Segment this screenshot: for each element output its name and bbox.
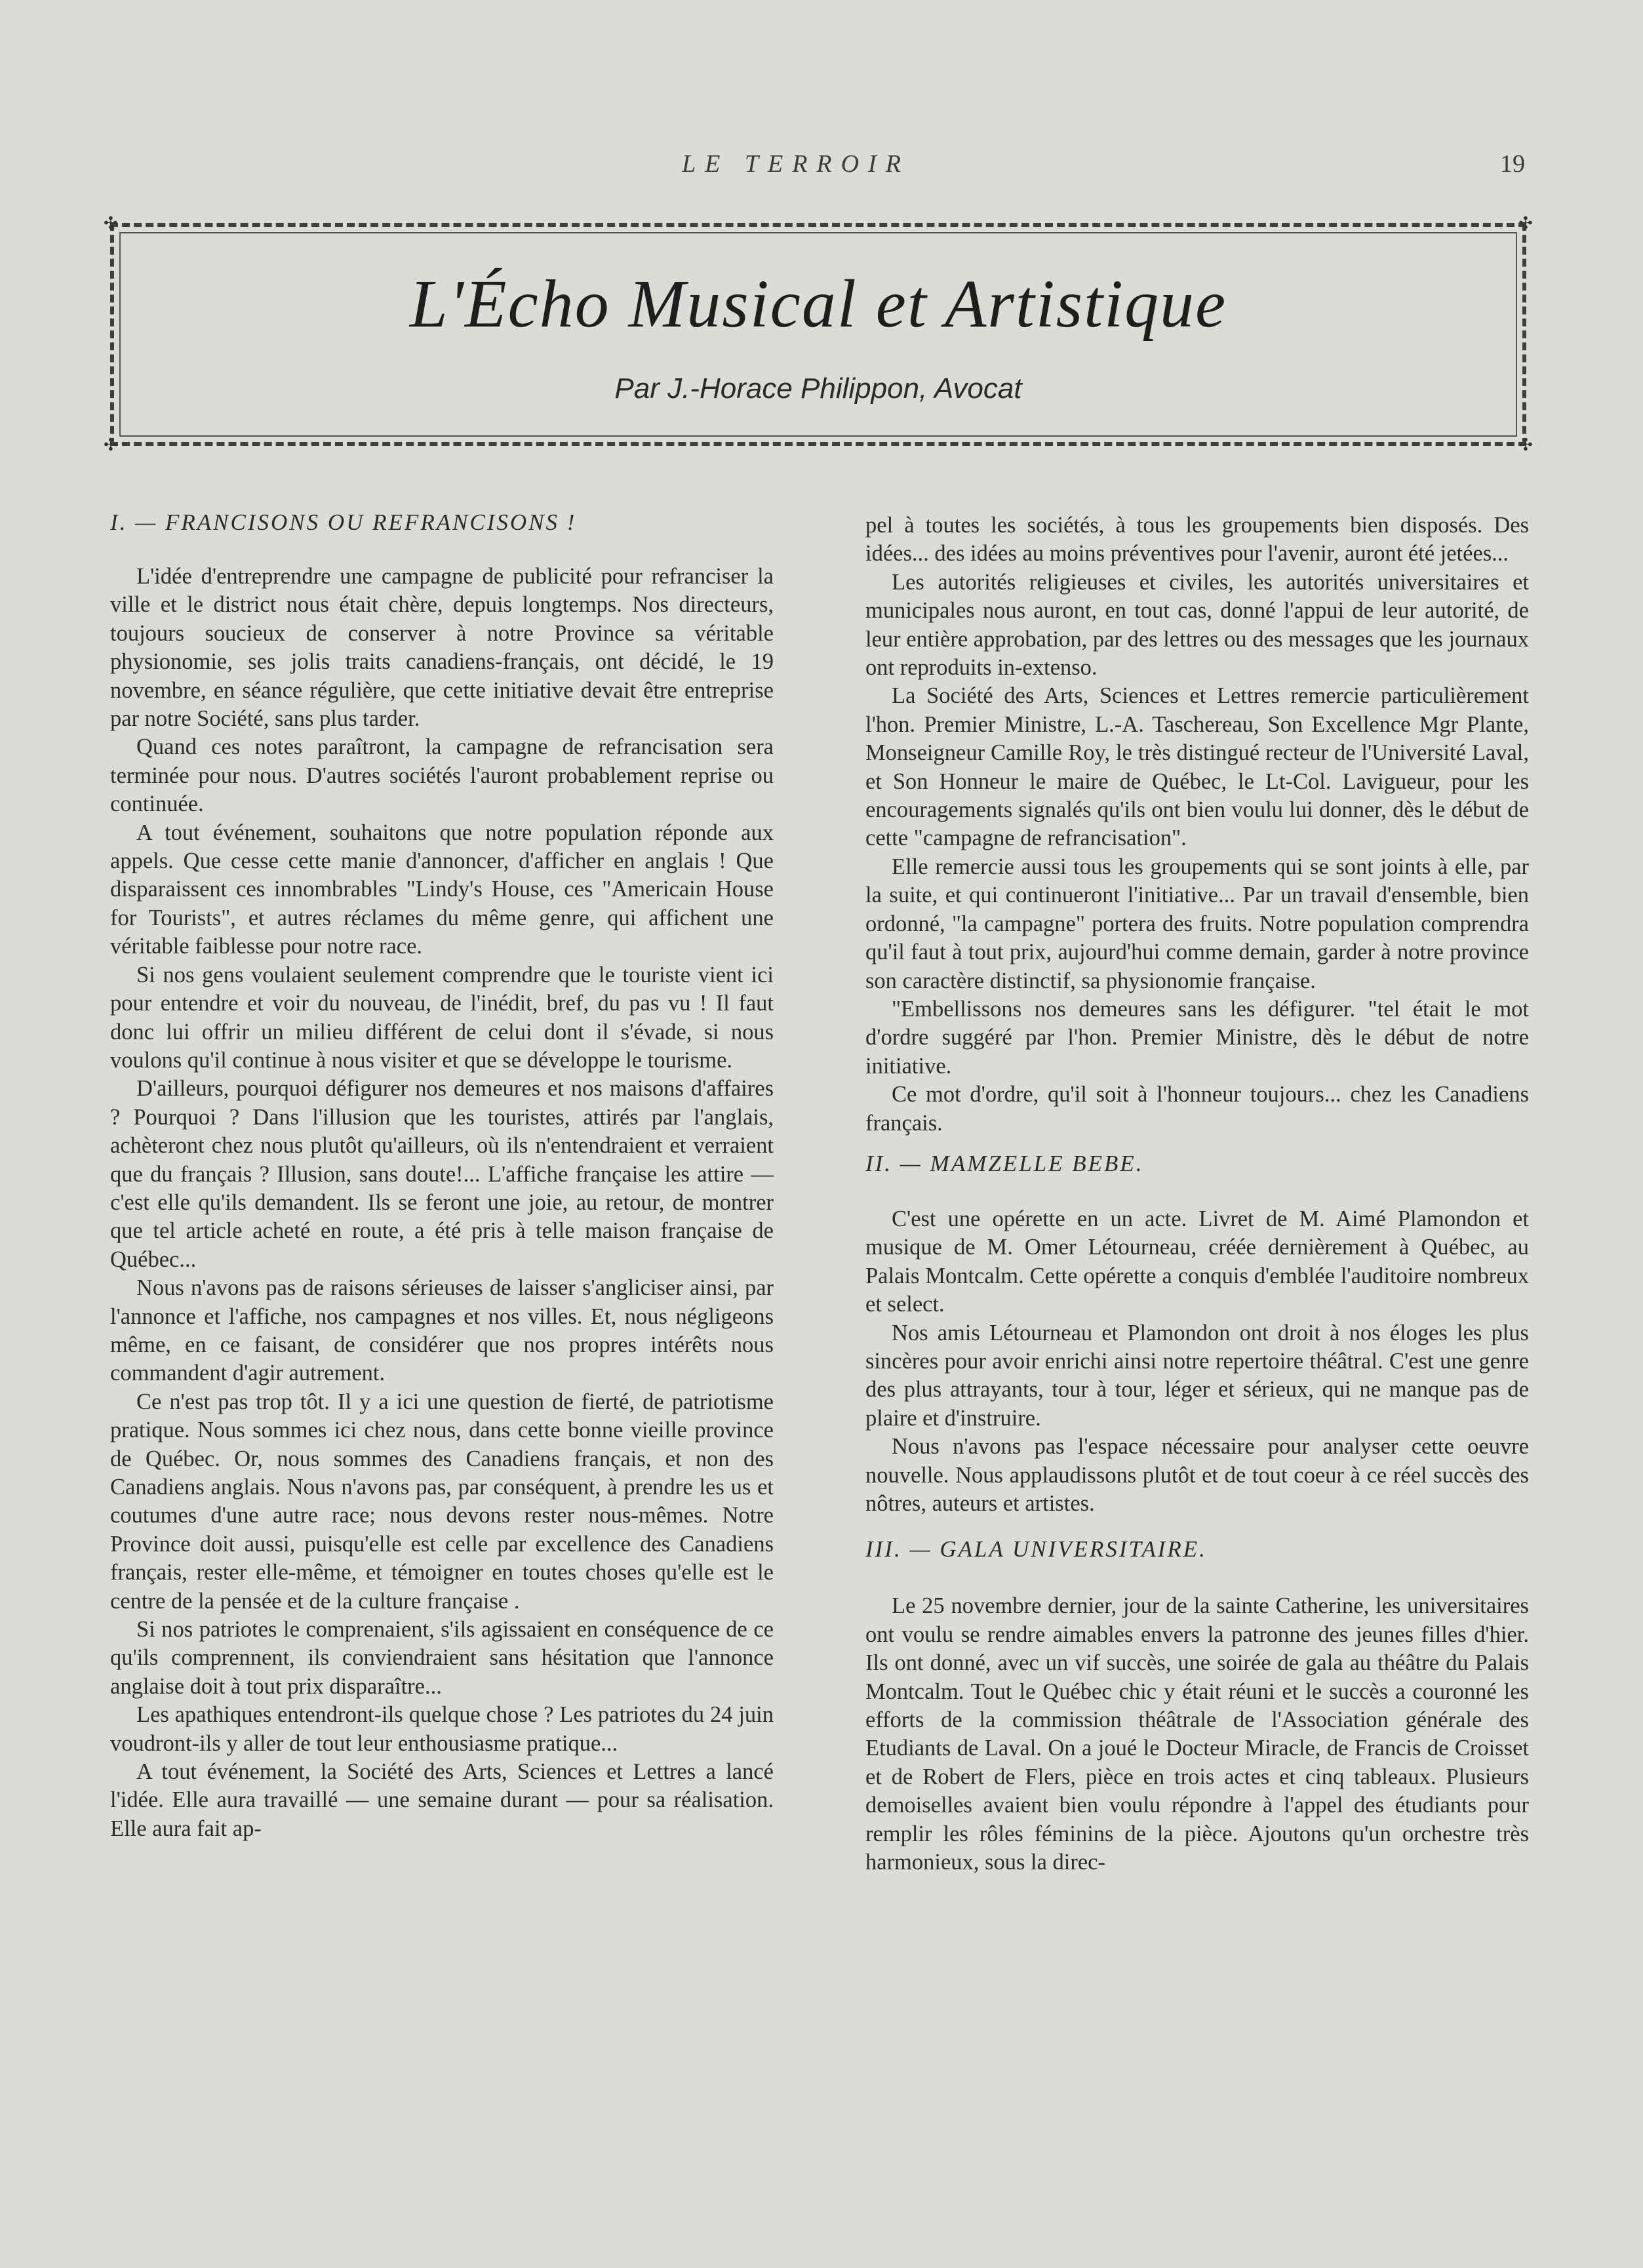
paragraph: Si nos gens voulaient seulement comprendre que le touriste vient ici pour entendre et voir du nouveau, de l'inédit, bref, du pas vu ! Il faut donc lui offrir un milieu différent de celui dont il s'évade, si nous voulons qu'il continue à nous visiter et que se développe le tourisme. — [110, 962, 774, 1073]
title-frame — [104, 214, 1533, 454]
paragraph: Si nos patriotes le comprenaient, s'ils agissaient en conséquence de ce qu'ils comprennent, ils conviendraient sans hésitation que l'annonce anglaise doit à tout prix disparaître... — [110, 1617, 774, 1699]
page-number: 19 — [1500, 150, 1525, 178]
paragraph: A tout événement, souhaitons que notre population réponde aux appels. Que cesse cette manie d'annoncer, d'afficher en anglais ! Que disparaissent ces innombrables "Lindy's House, ces "Americain House for Tourists", et autres réclames du même genre, qui affichent une véritable faiblesse pour notre race. — [110, 820, 774, 959]
left-column — [110, 508, 774, 1843]
article-title: L'Écho Musical et Artistique — [409, 266, 1227, 342]
running-title: LE TERROIR — [682, 150, 910, 178]
paragraph: C'est une opérette en un acte. Livret de M. Aimé Plamondon et musique de M. Omer Létourneau, créée dernièrement à Québec, au Palais Montcalm. Cette opérette a conquis d'emblée l'auditoire nombreux et select. — [865, 1206, 1529, 1317]
article-byline: Par J.-Horace Philippon, Avocat — [614, 372, 1022, 405]
paragraph: Ce mot d'ordre, qu'il soit à l'honneur toujours... chez les Canadiens français. — [865, 1082, 1529, 1136]
paragraph: Les autorités religieuses et civiles, les autorités universitaires et municipales nous auront, en tout cas, donné l'appui de leur autorité, de leur entière approbation, par des lettres ou des messages que les journaux ont reproduits in-extenso. — [865, 569, 1529, 681]
ornament-corner-icon: ✣ — [104, 214, 118, 233]
paragraph: Nous n'avons pas l'espace nécessaire pour analyser cette oeuvre nouvelle. Nous applaudissons plutôt et de tout coeur à ce réel succès des nôtres, auteurs et artistes. — [865, 1434, 1529, 1516]
running-header — [0, 149, 1643, 182]
paragraph: Le 25 novembre dernier, jour de la sainte Catherine, les universitaires ont voulu se rendre aimables envers la patronne des jeunes filles d'hier. Ils ont donné, avec un vif succès, une soirée de gala au théâtre du Palais Montcalm. Tout le Québec chic y était réuni et le succès a couronné les efforts de la commission théâtrale de l'Association générale des Etudiants de Laval. On a joué le Docteur Miracle, de Francis de Croisset et de Robert de Flers, pièce en trois actes et cinq tableaux. Plusieurs demoiselles avaient bien voulu répondre à l'appel des étudiants pour remplir les rôles féminins de la pièce. Ajoutons qu'un orchestre très harmonieux, sous la direc- — [865, 1593, 1529, 1875]
paragraph: Les apathiques entendront-ils quelque chose ? Les patriotes du 24 juin voudront-ils y aller de tout leur enthousiasme pratique... — [110, 1702, 774, 1756]
paragraph-continuation: pel à toutes les sociétés, à tous les groupements bien disposés. Des idées... des idées au moins préventives pour l'avenir, auront été jetées... — [865, 513, 1529, 567]
ornament-corner-icon: ✣ — [104, 435, 118, 454]
section-heading-1: I. — FRANCISONS OU REFRANCISONS ! — [110, 509, 577, 535]
paragraph: Elle remercie aussi tous les groupements qui se sont joints à elle, par la suite, et qui continueront l'initiative... Par un travail d'ensemble, bien ordonné, "la campagne" portera des fruits. Notre population comprendra qu'il faut à tout prix, aujourd'hui comme demain, garder à notre province son caractère distinctif, sa physionomie française. — [865, 854, 1529, 993]
section-heading-2: II. — MAMZELLE BEBE. — [865, 1150, 1144, 1176]
right-column — [865, 511, 1529, 1877]
paragraph: L'idée d'entreprendre une campagne de publicité pour refranciser la ville et le district nous était chère, depuis longtemps. Nos directeurs, toujours soucieux de conserver à notre Province sa véritable physionomie, ses jolis traits canadiens-français, ont décidé, le 19 novembre, en séance régulière, que cette initiative devait être entreprise par notre Société, sans plus tarder. — [110, 564, 774, 732]
paragraph: La Société des Arts, Sciences et Lettres remercie particulièrement l'hon. Premier Ministre, L.-A. Taschereau, Son Excellence Mgr Plante, Monseigneur Camille Roy, le très distingué recteur de l'Université Laval, et Son Honneur le maire de Québec, le Lt-Col. Lavigueur, pour les encouragements signalés qu'ils ont bien voulu lui donner, dès le début de cette "campagne de refrancisation". — [865, 683, 1529, 851]
paragraph: Quand ces notes paraîtront, la campagne de refrancisation sera terminée pour nous. D'autres sociétés l'auront probablement reprise ou continuée. — [110, 734, 774, 817]
paragraph: "Embellissons nos demeures sans les défigurer. "tel était le mot d'ordre suggéré par l'hon. Premier Ministre, dès le début de notre initiative. — [865, 996, 1529, 1079]
ornament-corner-icon: ✣ — [1518, 214, 1533, 233]
paragraph: Nous n'avons pas de raisons sérieuses de laisser s'angliciser ainsi, par l'annonce et l'affiche, nos campagnes et nos villes. Et, nous négligeons même, en ce faisant, de considérer que nos propres intérêts nous commandent d'agir autrement. — [110, 1275, 774, 1386]
paragraph: A tout événement, la Société des Arts, Sciences et Lettres a lancé l'idée. Elle aura travaillé — une semaine durant — pour sa réalisation. Elle aura fait ap- — [110, 1759, 774, 1841]
section-heading-3: III. — GALA UNIVERSITAIRE. — [865, 1536, 1207, 1562]
paragraph: Nos amis Létourneau et Plamondon ont droit à nos éloges les plus sincères pour avoir enrichi ainsi notre repertoire théâtral. C'est une genre des plus attrayants, tour à tour, léger et sérieux, qui ne manque pas de plaire et d'instruire. — [865, 1320, 1529, 1431]
ornament-corner-icon: ✣ — [1518, 435, 1533, 454]
paragraph: Ce n'est pas trop tôt. Il y a ici une question de fierté, de patriotisme pratique. Nous sommes ici chez nous, dans cette bonne vieille province de Québec. Or, nous sommes des Canadiens français, et non des Canadiens anglais. Nous n'avons pas, par conséquent, à prendre les us et coutumes d'une autre race; nous devons rester nous-mêmes. Notre Province doit aussi, puisqu'elle est celle par excellence des Canadiens français, rester elle-même, et témoigner en toutes choses qu'elle est le centre de la pensée et de la culture française . — [110, 1389, 774, 1614]
paragraph: D'ailleurs, pourquoi défigurer nos demeures et nos maisons d'affaires ? Pourquoi ? Dans l'illusion que les touristes, attirés par l'anglais, achèteront chez nous plutôt qu'ailleurs, où ils n'entendraient et verraient que du français ? Illusion, sans doute!... L'affiche française les attire — c'est elle qu'ils demandent. Ils se feront une joie, au retour, de montrer que tel article acheté en route, a été pris à telle maison française de Québec... — [110, 1076, 774, 1272]
